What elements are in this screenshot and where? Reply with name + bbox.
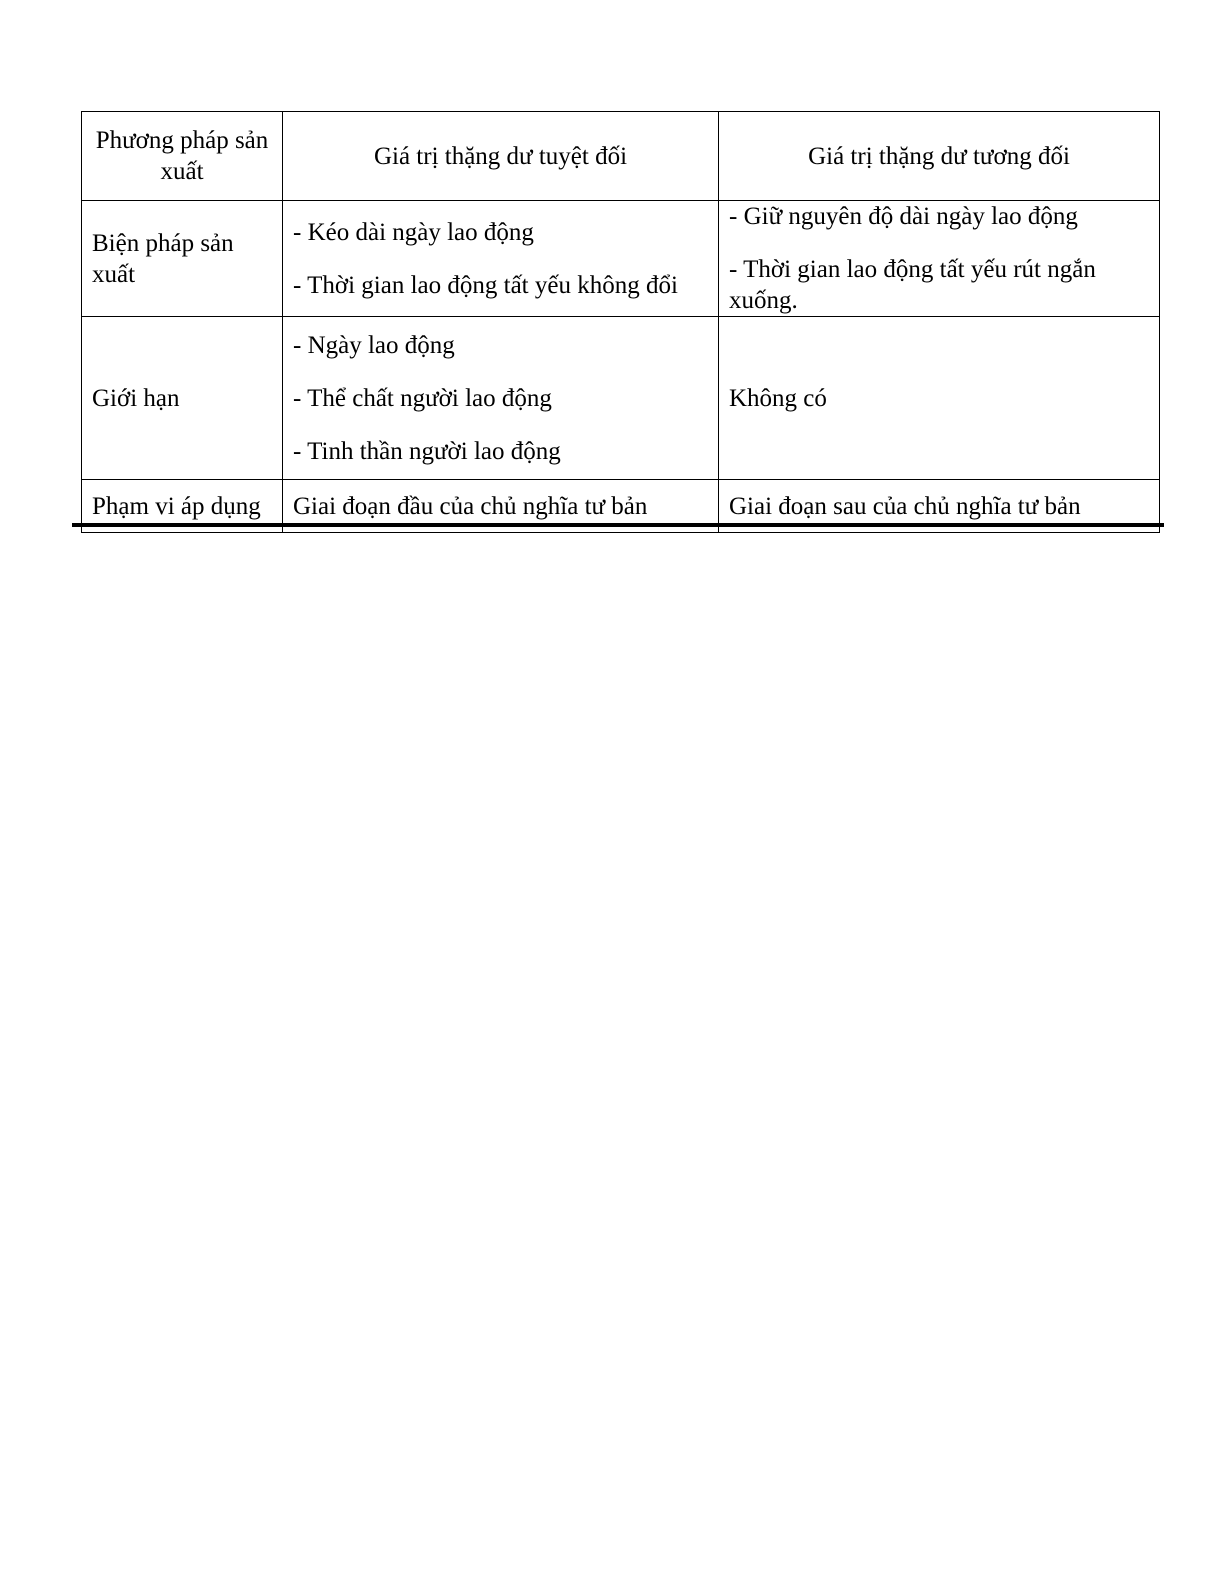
- table-row: [82, 317, 1160, 480]
- table-header-row: [82, 112, 1160, 201]
- cell-line: Giai đoạn đầu của chủ nghĩa tư bản: [293, 492, 648, 520]
- cell-line: Giai đoạn sau của chủ nghĩa tư bản: [729, 492, 1081, 520]
- row-label-pham-vi: Phạm vi áp dụng: [82, 480, 283, 533]
- row-label-gioi-han: Giới hạn: [82, 317, 283, 480]
- cell-line: Không có: [729, 384, 827, 412]
- comparison-table: [81, 111, 1160, 533]
- cell-line: - Thể chất người lao động: [293, 384, 552, 412]
- header-method-text: Phương pháp sản xuất: [95, 127, 269, 185]
- cell-line: - Tinh thần người lao động: [293, 437, 561, 465]
- cell-line: - Thời gian lao động tất yếu rút ngắn xuống.: [729, 256, 1096, 314]
- table-row: [82, 201, 1160, 317]
- cell-relative-gioi-han: [719, 317, 1160, 480]
- cell-absolute-gioi-han: [283, 317, 719, 480]
- bottom-divider: [72, 523, 1164, 527]
- cell-line: - Ngày lao động: [293, 331, 455, 359]
- header-relative: Giá trị thặng dư tương đối: [719, 112, 1160, 201]
- header-method: [82, 112, 283, 201]
- comparison-table-container: [81, 111, 1159, 533]
- cell-line: - Thời gian lao động tất yếu không đổi: [293, 271, 678, 299]
- cell-relative-bien-phap: [719, 201, 1160, 317]
- row-label-bien-phap: Biện pháp sản xuất: [82, 201, 283, 317]
- cell-absolute-bien-phap: [283, 201, 719, 317]
- cell-line: - Kéo dài ngày lao động: [293, 218, 534, 246]
- cell-line: - Giữ nguyên độ dài ngày lao động: [729, 203, 1078, 230]
- header-absolute: Giá trị thặng dư tuyệt đối: [283, 112, 719, 201]
